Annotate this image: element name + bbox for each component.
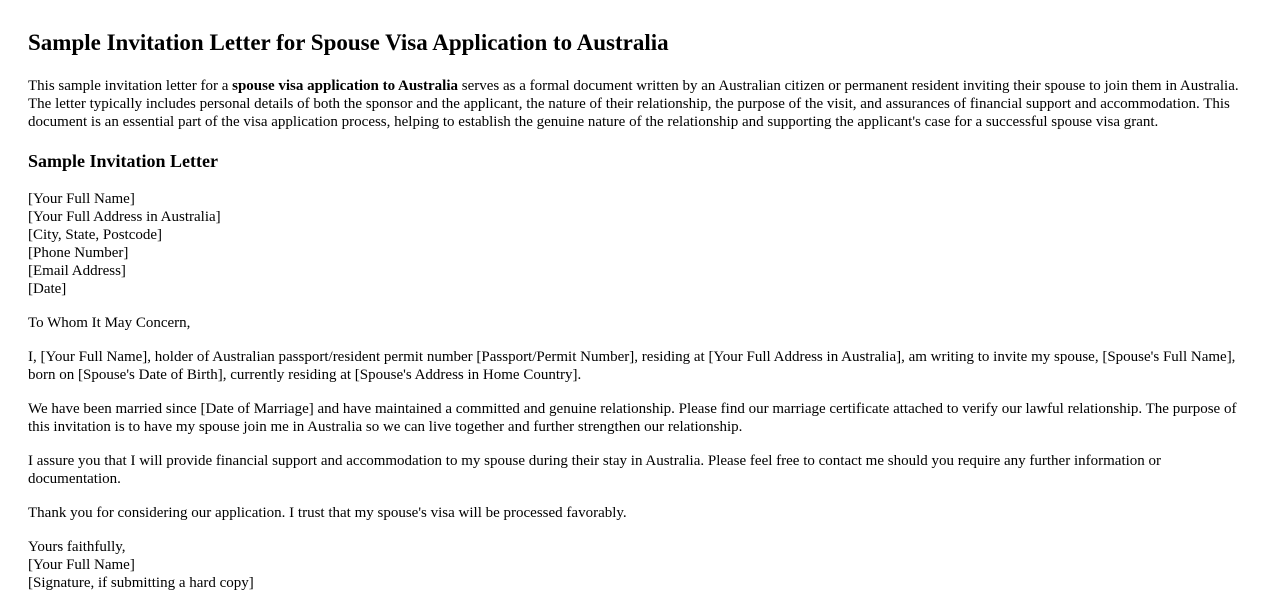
intro-text-start: This sample invitation letter for a — [28, 78, 233, 94]
body-paragraph-relationship: We have been married since [Date of Marriage] and have maintained a committed and genuine relationship. Please find our marriage certificate attached to verify our lawful relationship. The purpose of this invitation is to have my spouse join me in Australia so we can live together and further strengthen our relationship. — [28, 401, 1237, 435]
intro-paragraph — [28, 77, 1250, 131]
page-title: Sample Invitation Letter for Spouse Visa Application to Australia — [28, 30, 669, 55]
intro-bold-phrase: spouse visa application to Australia — [232, 78, 458, 94]
closing-signature: [Signature, if submitting a hard copy] — [28, 575, 254, 591]
body-paragraph-introduction: I, [Your Full Name], holder of Australian passport/resident permit number [Passport/Permit Number], residing at [Your Full Address in Australia], am writing to invite my spouse, [Spouse's Full Name], born on [Spouse's Date of Birth], currently residing at [Spouse's Address in Home Country]. — [28, 349, 1236, 383]
closing-name: [Your Full Name] — [28, 557, 135, 573]
sender-phone: [Phone Number] — [28, 245, 129, 261]
salutation: To Whom It May Concern, — [28, 315, 191, 331]
closing-block — [28, 538, 1250, 592]
body-paragraph-support: I assure you that I will provide financial support and accommodation to my spouse during their stay in Australia. Please feel free to contact me should you require any further information or documentation. — [28, 453, 1162, 487]
sender-full-name: [Your Full Name] — [28, 191, 135, 207]
sender-address-block — [28, 190, 1250, 298]
sender-email: [Email Address] — [28, 263, 126, 279]
intro-text-end: serves as a formal document written by an Australian citizen or permanent resident inviting their spouse to join them in Australia. The letter typically includes personal details of both the sponsor and the applicant, the nature of their relationship, the purpose of the visit, and assurances of financial support and accommodation. This document is an essential part of the visa application process, helping to establish the genuine nature of the relationship and supporting the applicant's case for a successful spouse visa grant. — [28, 78, 1239, 130]
letter-heading: Sample Invitation Letter — [28, 151, 218, 171]
body-paragraph-thanks: Thank you for considering our application. I trust that my spouse's visa will be processed favorably. — [28, 505, 627, 521]
letter-date: [Date] — [28, 281, 67, 297]
closing-phrase: Yours faithfully, — [28, 539, 126, 555]
sender-city-state-postcode: [City, State, Postcode] — [28, 227, 163, 243]
sender-address: [Your Full Address in Australia] — [28, 209, 221, 225]
